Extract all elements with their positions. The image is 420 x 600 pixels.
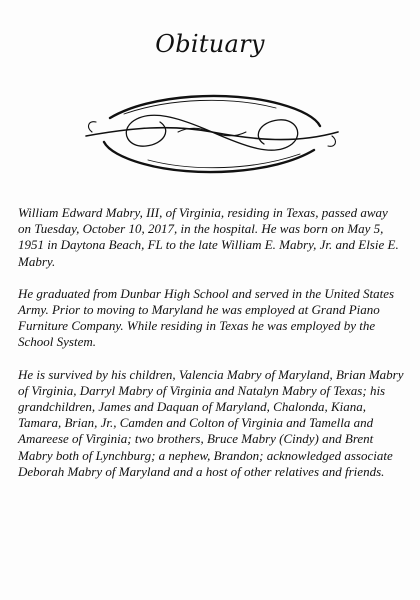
obituary-paragraph-career: He graduated from Dunbar High School and served in the United States Army. Prior to moving to Maryland he was employed at Grand Piano Furniture Company. While residing in Texas he was employed by the School System.: [18, 285, 395, 350]
obituary-paragraph-birth: William Edward Mabry, III, of Virginia, residing in Texas, passed away on Tuesday, October 10, 2017, in the hospital. He was born on May 5, 1951 in Daytona Beach, FL to the late William E. Mabry, Jr. and Elsie E. Mabry.: [18, 205, 399, 269]
obituary-body: [18, 205, 404, 496]
flourish-icon: [80, 88, 344, 180]
obituary-paragraph-survivors: He is survived by his children, Valencia Mabry of Maryland, Brian Mabry of Virginia, Darryl Mabry of Virginia and Natalyn Mabry of Texas; his grandchildren, James and Daquan of Maryland, Chalonda, Kiana, Tamara, Brian, Jr., Camden and Colton of Virginia and Tamella and Amareese of Virginia; two brothers, Bruce Mabry (Cindy) and Brent Mabry both of Lynchburg; a nephew, Brandon; acknowledged associate Deborah Mabry of Maryland and a host of other relatives and friends.: [18, 366, 404, 479]
page-title: Obituary: [155, 30, 265, 58]
